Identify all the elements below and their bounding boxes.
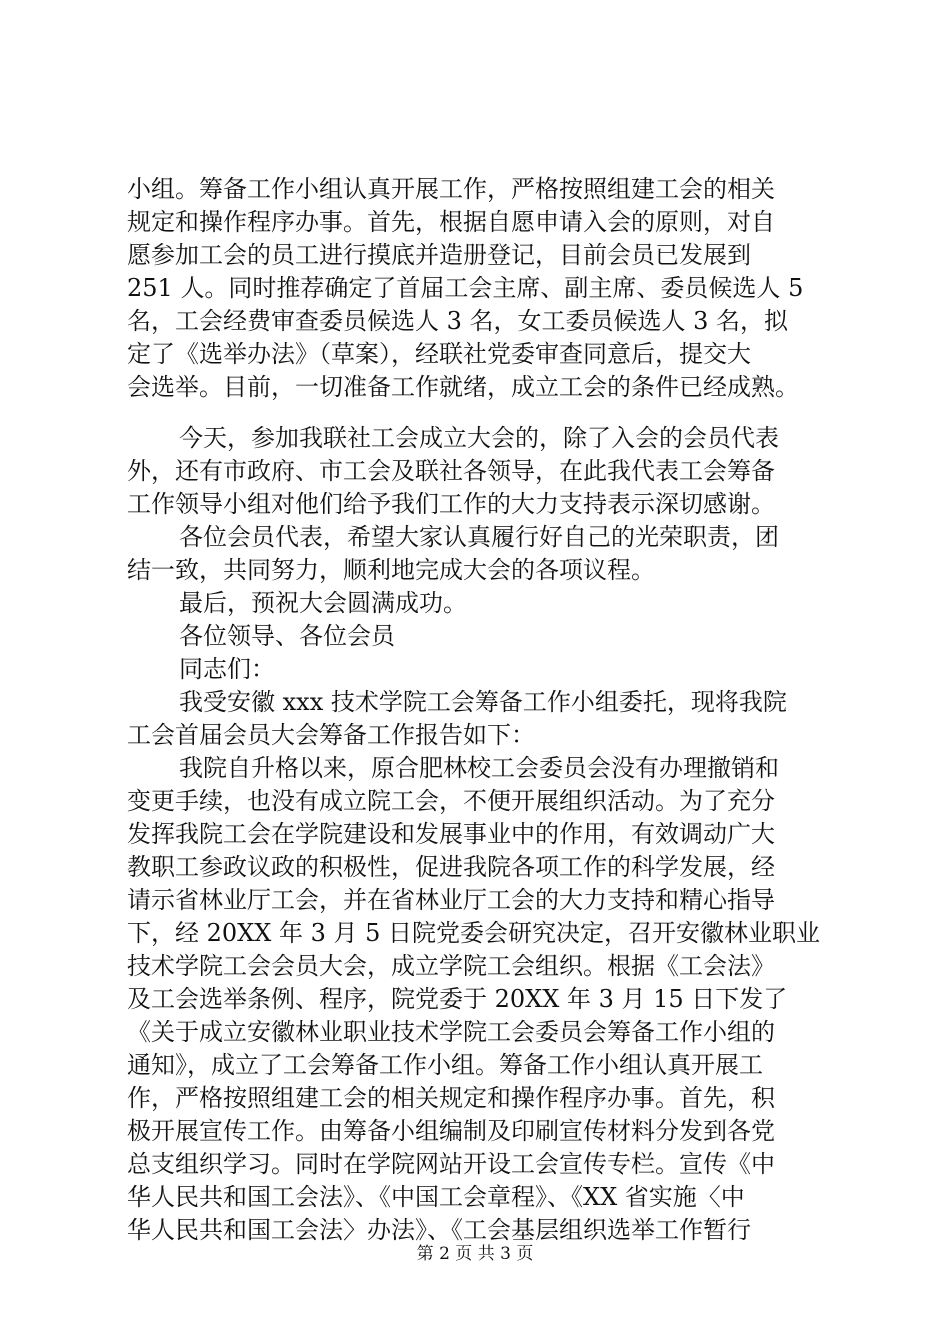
text-line: 今天，参加我联社工会成立大会的，除了入会的会员代表 — [179, 424, 779, 452]
text-line: 技术学院工会会员大会，成立学院工会组织。根据《工会法》 — [127, 952, 775, 980]
text-line: 华人民共和国工会法》、《中国工会章程》、《XX 省实施〈中 — [127, 1183, 745, 1211]
text-line: 《关于成立安徽林业职业技术学院工会委员会筹备工作小组的 — [127, 1018, 775, 1046]
text-line: 名，工会经费审查委员候选人 3 名，女工委员候选人 3 名，拟 — [127, 307, 789, 335]
text-line: 及工会选举条例、程序，院党委于 20XX 年 3 月 15 日下发了 — [127, 985, 788, 1013]
text-line: 最后，预祝大会圆满成功。 — [179, 589, 467, 617]
text-line: 同志们： — [179, 655, 275, 683]
text-line: 发挥我院工会在学院建设和发展事业中的作用，有效调动广大 — [127, 820, 775, 848]
paragraph-block-1 — [127, 173, 847, 404]
text-line: 小组。筹备工作小组认真开展工作，严格按照组建工会的相关 — [127, 175, 775, 203]
text-line: 结一致，共同努力，顺利地完成大会的各项议程。 — [127, 556, 655, 584]
text-line: 251 人。同时推荐确定了首届工会主席、副主席、委员候选人 5 — [127, 274, 804, 302]
text-line: 各位领导、各位会员 — [179, 622, 395, 650]
text-line: 工会首届会员大会筹备工作报告如下： — [127, 721, 535, 749]
text-line: 教职工参政议政的积极性，促进我院各项工作的科学发展，经 — [127, 853, 775, 881]
text-line: 极开展宣传工作。由筹备小组编制及印刷宣传材料分发到各党 — [127, 1117, 775, 1145]
text-line: 变更手续，也没有成立院工会，不便开展组织活动。为了充分 — [127, 787, 775, 815]
text-line: 作，严格按照组建工会的相关规定和操作程序办事。首先，积 — [127, 1084, 775, 1112]
page-number-footer: 第 2 页 共 3 页 — [416, 1244, 534, 1264]
paragraph-block-2 — [127, 422, 847, 1247]
text-line: 华人民共和国工会法〉办法》、《工会基层组织选举工作暂行 — [127, 1216, 751, 1244]
text-line: 我院自升格以来，原合肥林校工会委员会没有办理撤销和 — [179, 754, 779, 782]
text-line: 外，还有市政府、市工会及联社各领导，在此我代表工会筹备 — [127, 457, 775, 485]
text-line: 会选举。目前，一切准备工作就绪，成立工会的条件已经成熟。 — [127, 373, 799, 401]
text-line: 定了《选举办法》（草案），经联社党委审查同意后，提交大 — [127, 340, 751, 368]
text-line: 下，经 20XX 年 3 月 5 日院党委会研究决定，召开安徽林业职业 — [127, 919, 821, 947]
text-line: 各位会员代表，希望大家认真履行好自己的光荣职责，团 — [179, 523, 779, 551]
text-line: 工作领导小组对他们给予我们工作的大力支持表示深切感谢。 — [127, 490, 775, 518]
text-line: 请示省林业厅工会，并在省林业厅工会的大力支持和精心指导 — [127, 886, 775, 914]
text-line: 通知》，成立了工会筹备工作小组。筹备工作小组认真开展工 — [127, 1051, 763, 1079]
text-line: 总支组织学习。同时在学院网站开设工会宣传专栏。宣传《中 — [127, 1150, 775, 1178]
text-line: 我受安徽 xxx 技术学院工会筹备工作小组委托，现将我院 — [179, 688, 787, 716]
text-line: 愿参加工会的员工进行摸底并造册登记，目前会员已发展到 — [127, 241, 751, 269]
text-line: 规定和操作程序办事。首先，根据自愿申请入会的原则，对自 — [127, 208, 775, 236]
